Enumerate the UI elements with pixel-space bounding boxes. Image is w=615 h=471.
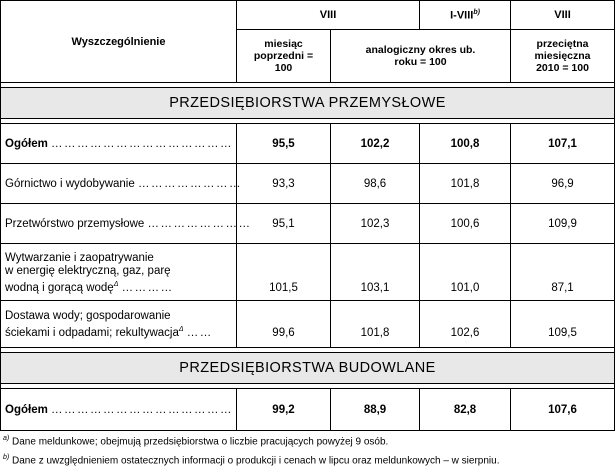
- value-cell: 100,8: [420, 124, 511, 164]
- row-label: Górnictwo i wydobywanie ……………………: [1, 164, 237, 204]
- row-label: Dostawa wody; gospodarowanie ściekami i odpadami; rekultywacja$^\Delta$ ……: [1, 301, 237, 348]
- value-cell: 107,1: [511, 124, 615, 164]
- table-row: [1, 301, 615, 348]
- value-cell: 101,8: [420, 164, 511, 204]
- value-cell: 100,6: [420, 204, 511, 244]
- table-row: [1, 389, 615, 431]
- table-row: [1, 244, 615, 301]
- footnote-a: [3, 433, 388, 448]
- row-label: Wytwarzanie i zaopatrywanie w energię elektryczną, gaz, parę wodną i gorącą wodę$^\Delta$ …………: [1, 244, 237, 301]
- row-label: Przetwórstwo przemysłowe ……………………: [1, 204, 237, 244]
- value-cell: 101,5: [237, 244, 331, 301]
- i-viii-text: I-VIII: [450, 9, 474, 22]
- footnote-b-mark: b): [3, 454, 10, 461]
- footnote-b-text: Dane z uwzględnieniem ostatecznych informacji o produkcji i cenach w lipcu oraz meldunkowych – w sierpniu.: [12, 455, 500, 467]
- footnote-a-mark: a): [3, 435, 10, 442]
- subheader-prev-year: analogiczny okres ub. roku = 100: [331, 30, 511, 83]
- footnote-delta-marker: Δ: [178, 326, 184, 334]
- value-cell: 98,6: [331, 164, 420, 204]
- row-label: Ogółem ……………………………………: [1, 389, 237, 431]
- subheader-avg-2010: przeciętna miesięczna 2010 = 100: [511, 30, 615, 83]
- value-cell: 109,5: [511, 301, 615, 348]
- table-row: [1, 124, 615, 164]
- value-cell: 101,8: [331, 301, 420, 348]
- value-cell: 87,1: [511, 244, 615, 301]
- value-cell: 101,0: [420, 244, 511, 301]
- value-cell: 88,9: [331, 389, 420, 431]
- row-label: Ogółem ……………………………………: [1, 124, 237, 164]
- value-cell: 102,6: [420, 301, 511, 348]
- value-cell: 109,9: [511, 204, 615, 244]
- value-cell: 103,1: [331, 244, 420, 301]
- value-cell: 96,9: [511, 164, 615, 204]
- value-cell: 95,5: [237, 124, 331, 164]
- footnote-a-text: Dane meldunkowe; obejmują przedsiębiorstwa o liczbie pracujących powyżej 9 osób.: [12, 436, 389, 448]
- value-cell: 107,6: [511, 389, 615, 431]
- value-cell: 99,2: [237, 389, 331, 431]
- value-cell: 102,3: [331, 204, 420, 244]
- footnote-b-marker: b): [473, 8, 480, 16]
- subheader-prev-month: miesiąc poprzedni = 100: [237, 30, 331, 83]
- column-header-i-viii: [420, 1, 511, 30]
- section-title-industry: PRZEDSIĘBIORSTWA PRZEMYSŁOWE: [1, 88, 615, 119]
- section-title-construction: PRZEDSIĘBIORSTWA BUDOWLANE: [1, 353, 615, 384]
- value-cell: 93,3: [237, 164, 331, 204]
- value-cell: 102,2: [331, 124, 420, 164]
- column-header-viii: VIII: [237, 1, 420, 30]
- column-header-viii-2: VIII: [511, 1, 615, 30]
- table-row: [1, 204, 615, 244]
- footnote-delta-marker: Δ: [113, 280, 119, 288]
- column-header-label: Wyszczególnienie: [1, 1, 237, 83]
- value-cell: 95,1: [237, 204, 331, 244]
- footnote-b: [3, 452, 499, 467]
- value-cell: 82,8: [420, 389, 511, 431]
- table-row: [1, 164, 615, 204]
- value-cell: 99,6: [237, 301, 331, 348]
